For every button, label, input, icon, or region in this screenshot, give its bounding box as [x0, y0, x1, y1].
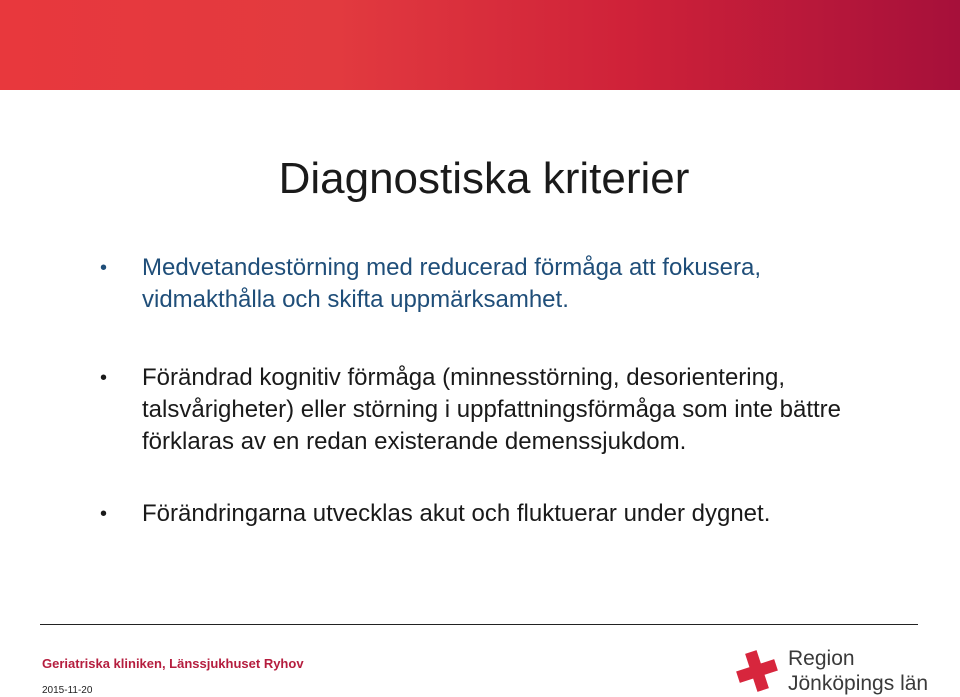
bullet-list: [100, 252, 860, 530]
bullet-text: Förändrad kognitiv förmåga (minnesstörning, desorientering, talsvårigheter) eller störning i uppfattningsförmåga som inte bättre förklaras av en redan existerande demenssjukdom.: [142, 364, 842, 455]
bullet-text: Medvetandestörning med reducerad förmåga att fokusera, vidmakthålla och skifta uppmärksamhet.: [142, 254, 762, 313]
footer-organization: Geriatriska kliniken, Länssjukhuset Ryhov: [42, 656, 304, 671]
bullet-item: [100, 498, 860, 530]
footer-date: 2015-11-20: [42, 685, 93, 696]
logo-text: [788, 646, 928, 696]
bullet-dot: •: [100, 503, 108, 525]
bullet-dot: •: [100, 367, 108, 389]
logo-line-county: Jönköpings län: [788, 672, 929, 695]
bullet-item: [100, 252, 860, 316]
region-logo: [734, 646, 934, 697]
bullet-item: [100, 362, 860, 458]
header-band: [0, 0, 960, 90]
logo-line-region: Region: [788, 647, 855, 670]
red-cross-logo-icon: [734, 648, 780, 694]
bullet-dot: •: [100, 257, 108, 279]
bullet-text: Förändringarna utvecklas akut och fluktuerar under dygnet.: [142, 500, 771, 527]
slide-title: Diagnostiska kriterier: [278, 154, 690, 203]
footer-divider: [40, 624, 918, 625]
